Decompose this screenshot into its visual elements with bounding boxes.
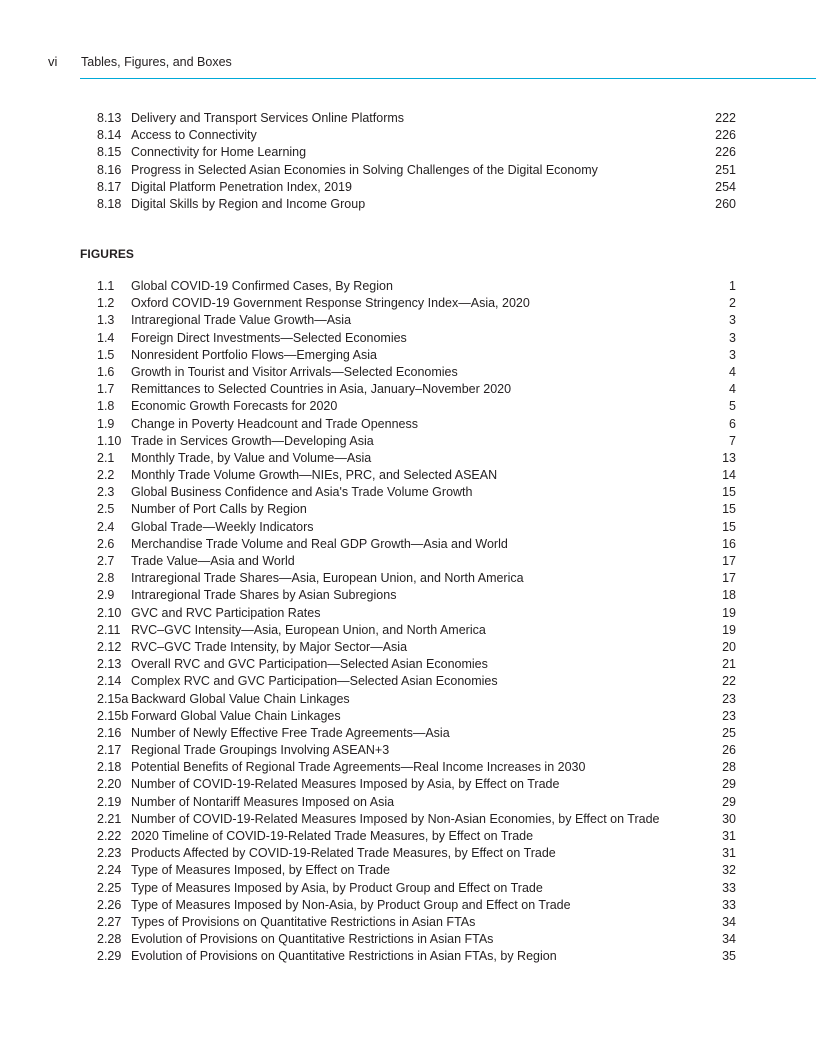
entry-page-number: 6 — [729, 416, 736, 431]
entry-page-number: 29 — [722, 794, 736, 809]
entry-number: 1.3 — [97, 313, 115, 328]
figure-entry[interactable] — [97, 295, 737, 312]
entry-page-number: 4 — [729, 364, 736, 379]
entry-page-number: 20 — [722, 639, 736, 654]
figure-entry[interactable] — [97, 742, 737, 759]
entry-title: Merchandise Trade Volume and Real GDP Growth—Asia and World — [131, 536, 508, 551]
entry-page-number: 254 — [715, 179, 736, 194]
entry-page-number: 3 — [729, 330, 736, 345]
figure-entry[interactable] — [97, 691, 737, 708]
entry-title: Digital Platform Penetration Index, 2019 — [131, 179, 352, 194]
entry-title: Remittances to Selected Countries in Asia, January–November 2020 — [131, 382, 512, 397]
entry-page-number: 222 — [715, 111, 736, 125]
figure-entry[interactable] — [97, 536, 737, 553]
entry-number: 1.9 — [97, 416, 115, 431]
entry-number: 2.2 — [97, 468, 115, 483]
entry-number: 8.15 — [97, 145, 122, 160]
figure-entry[interactable] — [97, 948, 737, 965]
figure-entry[interactable] — [97, 605, 737, 622]
figure-entry[interactable] — [97, 330, 737, 347]
entry-title: Foreign Direct Investments—Selected Economies — [131, 330, 407, 345]
entry-number: 2.13 — [97, 657, 122, 672]
figure-entry[interactable] — [97, 880, 737, 897]
entry-number: 1.7 — [97, 382, 115, 397]
entry-page-number: 14 — [722, 468, 736, 483]
figure-entry[interactable] — [97, 416, 737, 433]
entry-page-number: 23 — [722, 691, 736, 706]
entry-number: 2.4 — [97, 519, 115, 534]
entry-number: 2.9 — [97, 588, 115, 603]
entry-title: Backward Global Value Chain Linkages — [131, 691, 350, 706]
entry-page-number: 26 — [722, 743, 736, 758]
entry-title: Forward Global Value Chain Linkages — [131, 708, 341, 723]
entry-title: Delivery and Transport Services Online Platforms — [131, 111, 405, 125]
entry-page-number: 17 — [722, 554, 736, 568]
table-entry[interactable] — [97, 162, 737, 179]
entry-title: Monthly Trade, by Value and Volume—Asia — [131, 450, 372, 465]
figure-entry[interactable] — [97, 312, 737, 329]
entry-page-number: 19 — [722, 622, 736, 637]
figure-entry[interactable] — [97, 673, 737, 690]
entry-number: 1.10 — [97, 433, 122, 448]
entry-number: 2.24 — [97, 863, 122, 878]
entry-title: Products Affected by COVID-19-Related Trade Measures, by Effect on Trade — [131, 846, 556, 861]
entry-title: Growth in Tourist and Visitor Arrivals—Selected Economies — [131, 364, 458, 379]
figure-entry[interactable] — [97, 450, 737, 467]
entry-page-number: 226 — [715, 128, 736, 143]
entry-page-number: 7 — [729, 433, 736, 448]
entry-page-number: 260 — [715, 196, 736, 211]
entry-title: Oxford COVID-19 Government Response Stringency Index—Asia, 2020 — [131, 296, 530, 311]
entry-title: 2020 Timeline of COVID-19-Related Trade Measures, by Effect on Trade — [131, 829, 534, 843]
table-entry[interactable] — [97, 196, 737, 213]
entry-title: Number of Newly Effective Free Trade Agreements—Asia — [131, 725, 450, 740]
entry-title: Access to Connectivity — [131, 128, 257, 143]
figure-entry[interactable] — [97, 897, 737, 914]
entry-page-number: 15 — [722, 485, 736, 500]
entry-page-number: 23 — [722, 708, 736, 723]
figure-entry[interactable] — [97, 347, 737, 364]
entry-title: Regional Trade Groupings Involving ASEAN+3 — [131, 743, 390, 758]
entry-title: Complex RVC and GVC Participation—Selected Asian Economies — [131, 674, 498, 689]
entry-page-number: 28 — [722, 760, 736, 775]
figure-entry[interactable] — [97, 914, 737, 931]
figure-entry[interactable] — [97, 776, 737, 793]
header-rule — [80, 78, 816, 79]
entry-page-number: 1 — [729, 279, 736, 293]
figures-heading: FIGURES — [80, 247, 135, 261]
entry-number: 8.18 — [97, 196, 122, 211]
figure-entry[interactable] — [97, 862, 737, 879]
entry-number: 2.5 — [97, 502, 115, 517]
page-header — [0, 54, 816, 80]
entry-page-number: 3 — [729, 313, 736, 328]
figure-entry[interactable] — [97, 364, 737, 381]
entry-title: Trade Value—Asia and World — [131, 554, 295, 568]
entry-number: 2.26 — [97, 897, 122, 912]
running-title: Tables, Figures, and Boxes — [81, 55, 232, 69]
entry-title: Nonresident Portfolio Flows—Emerging Asia — [131, 347, 377, 362]
entry-number: 8.14 — [97, 128, 122, 143]
figure-entry[interactable] — [97, 828, 737, 845]
table-entry[interactable] — [97, 110, 737, 127]
page-folio: vi — [48, 54, 58, 69]
figure-entry[interactable] — [97, 622, 737, 639]
entry-number: 2.23 — [97, 846, 122, 861]
entry-title: Evolution of Provisions on Quantitative Restrictions in Asian FTAs, by Region — [131, 949, 557, 964]
entry-page-number: 2 — [729, 296, 736, 311]
entry-title: Global COVID-19 Confirmed Cases, By Region — [131, 279, 393, 293]
entry-title: Global Trade—Weekly Indicators — [131, 519, 314, 534]
entry-number: 2.29 — [97, 949, 122, 964]
entry-number: 2.27 — [97, 914, 122, 929]
entry-title: Monthly Trade Volume Growth—NIEs, PRC, and Selected ASEAN — [131, 468, 498, 483]
entry-title: Intraregional Trade Shares by Asian Subregions — [131, 588, 397, 603]
entry-title: GVC and RVC Participation Rates — [131, 605, 321, 620]
entry-number: 8.17 — [97, 179, 122, 194]
figure-entry[interactable] — [97, 931, 737, 948]
entry-number: 2.19 — [97, 794, 122, 809]
entry-page-number: 19 — [722, 605, 736, 620]
entry-number: 1.1 — [97, 279, 115, 293]
entry-title: Type of Measures Imposed by Non-Asia, by Product Group and Effect on Trade — [131, 897, 571, 912]
table-entry[interactable] — [97, 144, 737, 161]
entry-page-number: 13 — [722, 450, 736, 465]
entry-number: 2.18 — [97, 760, 122, 775]
entry-page-number: 33 — [722, 897, 736, 912]
figure-entry[interactable] — [97, 553, 737, 570]
figure-entry[interactable] — [97, 708, 737, 725]
entry-page-number: 34 — [722, 932, 736, 947]
entry-number: 2.15b — [97, 708, 129, 723]
entry-title: RVC–GVC Trade Intensity, by Major Sector—Asia — [131, 639, 408, 654]
entry-number: 2.16 — [97, 725, 122, 740]
entry-title: Digital Skills by Region and Income Group — [131, 196, 366, 211]
entry-number: 2.22 — [97, 829, 122, 843]
entry-number: 2.21 — [97, 811, 122, 826]
figure-entry[interactable] — [97, 725, 737, 742]
entry-title: RVC–GVC Intensity—Asia, European Union, and North America — [131, 622, 486, 637]
entry-number: 2.12 — [97, 639, 122, 654]
entry-number: 2.7 — [97, 554, 115, 568]
entry-page-number: 31 — [722, 829, 736, 843]
entry-title: Potential Benefits of Regional Trade Agreements—Real Income Increases in 2030 — [131, 760, 586, 775]
entry-page-number: 34 — [722, 914, 736, 929]
figure-entry[interactable] — [97, 759, 737, 776]
entry-title: Type of Measures Imposed, by Effect on Trade — [131, 863, 390, 878]
entry-page-number: 251 — [715, 162, 736, 177]
entry-page-number: 17 — [722, 571, 736, 586]
entry-title: Intraregional Trade Value Growth—Asia — [131, 313, 352, 328]
figure-entry[interactable] — [97, 811, 737, 828]
figure-entry[interactable] — [97, 794, 737, 811]
entry-page-number: 22 — [722, 674, 736, 689]
figures-list — [97, 278, 737, 966]
entry-number: 2.8 — [97, 571, 115, 586]
entry-page-number: 4 — [729, 382, 736, 397]
entry-number: 2.20 — [97, 777, 122, 792]
entry-title: Trade in Services Growth—Developing Asia — [131, 433, 374, 448]
figure-entry[interactable] — [97, 501, 737, 518]
entry-page-number: 3 — [729, 347, 736, 362]
entry-number: 2.17 — [97, 743, 122, 758]
entry-number: 2.11 — [97, 622, 121, 637]
entry-title: Type of Measures Imposed by Asia, by Product Group and Effect on Trade — [131, 880, 543, 895]
entry-title: Number of COVID-19-Related Measures Imposed by Non-Asian Economies, by Effect on Trade — [131, 811, 660, 826]
figure-entry[interactable] — [97, 656, 737, 673]
figure-entry[interactable] — [97, 278, 737, 295]
entry-page-number: 15 — [722, 519, 736, 534]
entry-page-number: 5 — [729, 399, 736, 414]
figure-entry[interactable] — [97, 587, 737, 604]
entry-number: 2.14 — [97, 674, 122, 689]
figure-entry[interactable] — [97, 845, 737, 862]
tables-list — [97, 110, 737, 213]
entry-number: 1.8 — [97, 399, 115, 414]
entry-number: 1.4 — [97, 330, 115, 345]
entry-number: 2.6 — [97, 536, 115, 551]
entry-page-number: 21 — [722, 657, 736, 672]
entry-title: Change in Poverty Headcount and Trade Openness — [131, 416, 418, 431]
entry-page-number: 29 — [722, 777, 736, 792]
entry-number: 1.5 — [97, 347, 115, 362]
entry-page-number: 33 — [722, 880, 736, 895]
entry-title: Progress in Selected Asian Economies in Solving Challenges of the Digital Economy — [131, 162, 598, 177]
entry-title: Number of Nontariff Measures Imposed on Asia — [131, 794, 395, 809]
figure-entry[interactable] — [97, 381, 737, 398]
entry-number: 8.16 — [97, 162, 122, 177]
table-entry[interactable] — [97, 127, 737, 144]
entry-number: 2.25 — [97, 880, 122, 895]
entry-title: Types of Provisions on Quantitative Restrictions in Asian FTAs — [131, 914, 476, 929]
figure-entry[interactable] — [97, 519, 737, 536]
entry-page-number: 16 — [722, 536, 736, 551]
entry-page-number: 31 — [722, 846, 736, 861]
entry-number: 2.3 — [97, 485, 115, 500]
entry-page-number: 18 — [722, 588, 736, 603]
entry-number: 2.15a — [97, 691, 129, 706]
entry-title: Overall RVC and GVC Participation—Selected Asian Economies — [131, 657, 488, 672]
figure-entry[interactable] — [97, 467, 737, 484]
entry-title: Evolution of Provisions on Quantitative Restrictions in Asian FTAs — [131, 932, 494, 947]
entry-title: Global Business Confidence and Asia's Trade Volume Growth — [131, 485, 473, 500]
figure-entry[interactable] — [97, 484, 737, 501]
entry-number: 1.2 — [97, 296, 115, 311]
entry-number: 8.13 — [97, 111, 122, 125]
figure-entry[interactable] — [97, 570, 737, 587]
entry-number: 2.10 — [97, 605, 122, 620]
entry-number: 2.28 — [97, 932, 122, 947]
figure-entry[interactable] — [97, 433, 737, 450]
entry-title: Intraregional Trade Shares—Asia, European Union, and North America — [131, 571, 524, 586]
figure-entry[interactable] — [97, 639, 737, 656]
entry-number: 2.1 — [97, 450, 115, 465]
figure-entry[interactable] — [97, 398, 737, 415]
entry-page-number: 35 — [722, 949, 736, 964]
entry-title: Number of COVID-19-Related Measures Imposed by Asia, by Effect on Trade — [131, 777, 560, 792]
entry-page-number: 25 — [722, 725, 736, 740]
entry-number: 1.6 — [97, 364, 115, 379]
entry-title: Connectivity for Home Learning — [131, 145, 307, 160]
entry-title: Economic Growth Forecasts for 2020 — [131, 399, 338, 414]
entry-page-number: 30 — [722, 811, 736, 826]
table-entry[interactable] — [97, 179, 737, 196]
entry-title: Number of Port Calls by Region — [131, 502, 307, 517]
entry-page-number: 15 — [722, 502, 736, 517]
entry-page-number: 226 — [715, 145, 736, 160]
entry-page-number: 32 — [722, 863, 736, 878]
